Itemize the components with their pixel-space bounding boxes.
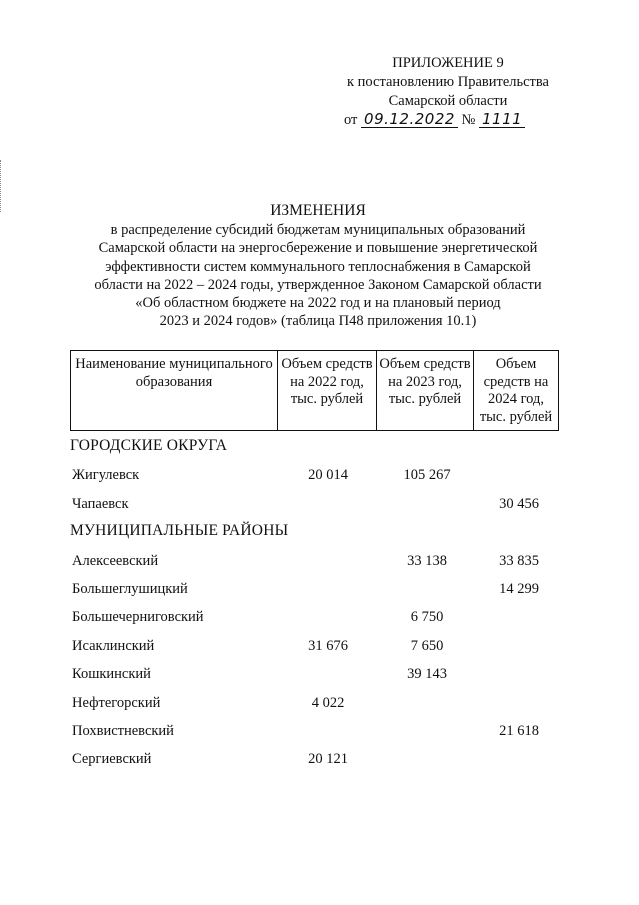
municipality-name: Большеглушицкий xyxy=(72,580,188,597)
municipality-name: Большечерниговский xyxy=(72,609,204,626)
value-2022: 31 676 xyxy=(308,637,348,654)
header-municipality: Наименование муниципального образования xyxy=(71,351,278,431)
subtitle-line: «Об областном бюджете на 2022 год и на плановый период xyxy=(135,295,501,312)
table-row xyxy=(0,465,639,493)
value-2023: 7 650 xyxy=(410,637,444,654)
table-row xyxy=(0,693,639,721)
subtitle-line: эффективности систем коммунального теплоснабжения в Самарской xyxy=(105,258,531,275)
date-value: 09.12.2022 xyxy=(361,111,458,128)
header-2022: Объем средств на 2022 год, тыс. рублей xyxy=(278,351,377,431)
table-row xyxy=(0,579,639,607)
subtitle-line: области на 2022 – 2024 годы, утвержденное Законом Самарской области xyxy=(94,276,542,293)
subtitle-line: в распределение субсидий бюджетам муниципальных образований xyxy=(110,222,526,239)
municipality-name: Нефтегорский xyxy=(72,694,161,711)
section-title-city-districts: ГОРОДСКИЕ ОКРУГА xyxy=(70,437,228,454)
value-2024: 30 456 xyxy=(499,495,539,512)
table-header xyxy=(70,350,559,431)
header-2024: Объем средств на 2024 год, тыс. рублей xyxy=(474,351,559,431)
municipality-name: Жигулевск xyxy=(72,467,140,484)
value-2022: 20 121 xyxy=(308,751,348,768)
table-row xyxy=(0,607,639,635)
annex-line-1: к постановлению Правительства xyxy=(347,74,549,90)
section-row xyxy=(0,437,639,465)
annex-header xyxy=(330,54,566,130)
section-title-municipal-districts: МУНИЦИПАЛЬНЫЕ РАЙОНЫ xyxy=(70,522,289,540)
municipality-name: Похвистневский xyxy=(72,722,174,739)
value-2023: 6 750 xyxy=(410,609,444,626)
value-2024: 14 299 xyxy=(499,580,539,597)
annex-title: ПРИЛОЖЕНИЕ 9 xyxy=(392,55,504,71)
table-row xyxy=(0,721,639,749)
date-prefix: от xyxy=(344,112,358,128)
annex-date-number-line xyxy=(330,111,566,130)
municipality-name: Сергиевский xyxy=(72,751,152,768)
document-heading: ИЗМЕНЕНИЯ xyxy=(270,202,366,219)
value-2023: 33 138 xyxy=(407,552,447,569)
value-2022: 20 014 xyxy=(308,467,348,484)
value-2024: 21 618 xyxy=(499,722,539,739)
municipality-name: Алексеевский xyxy=(72,552,159,569)
table-row xyxy=(0,664,639,692)
table-row xyxy=(0,494,639,522)
section-row xyxy=(0,522,639,550)
document-title-block xyxy=(62,202,574,330)
value-2024: 33 835 xyxy=(499,552,539,569)
number-value: 1111 xyxy=(479,111,525,128)
municipality-name: Исаклинский xyxy=(72,637,155,654)
municipality-name: Чапаевск xyxy=(72,495,129,512)
subtitle-line: 2023 и 2024 годов» (таблица П48 приложения 10.1) xyxy=(159,313,477,330)
table-row xyxy=(0,749,639,777)
table-row xyxy=(0,551,639,579)
subtitle-line: Самарской области на энергосбережение и повышение энергетической xyxy=(98,240,538,257)
value-2023: 39 143 xyxy=(407,666,447,683)
table-body xyxy=(0,437,639,778)
header-2023: Объем средств на 2023 год, тыс. рублей xyxy=(377,351,474,431)
value-2022: 4 022 xyxy=(311,694,345,711)
scan-margin-marks xyxy=(0,160,5,212)
table-row xyxy=(0,636,639,664)
municipality-name: Кошкинский xyxy=(72,666,151,683)
annex-line-2: Самарской области xyxy=(388,93,508,109)
number-prefix: № xyxy=(461,112,476,128)
value-2023: 105 267 xyxy=(403,467,451,484)
